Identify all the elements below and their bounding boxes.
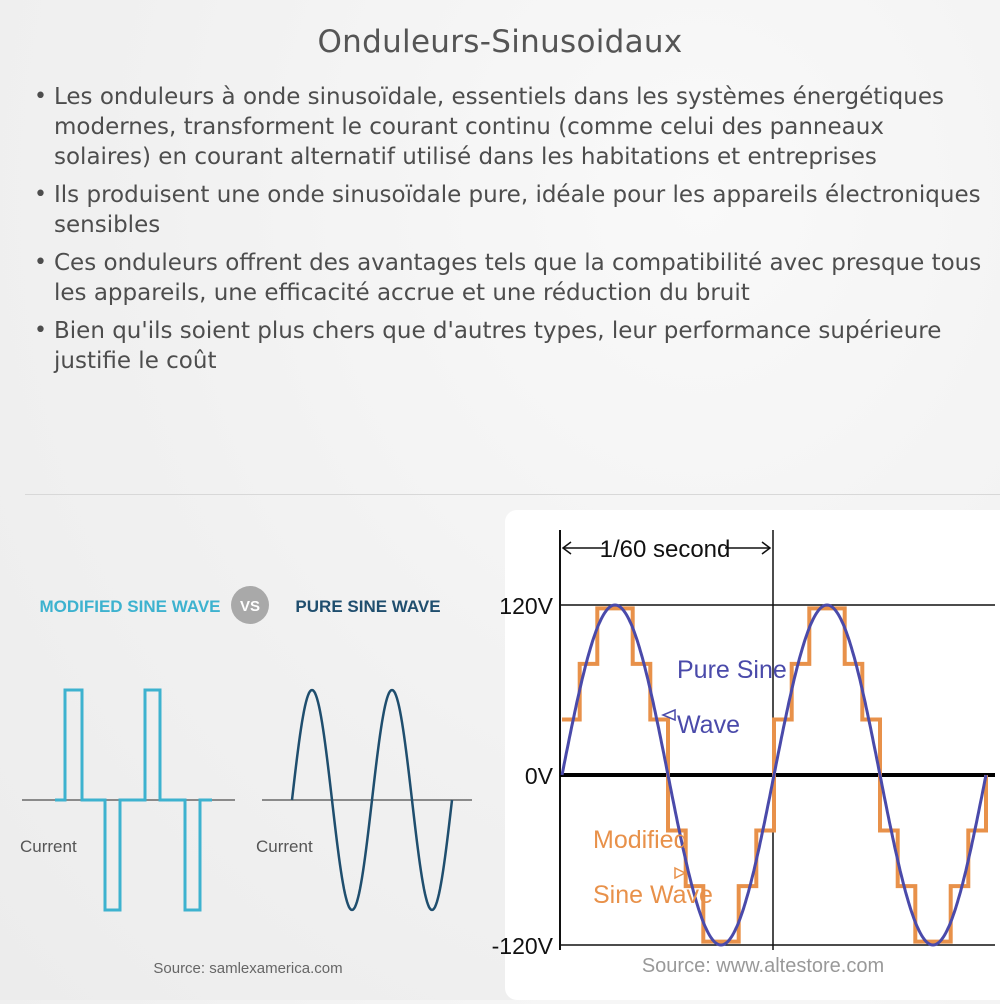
- modified-sine-label-1: Modified: [593, 826, 688, 854]
- modified-vs-pure-svg: [0, 510, 490, 1000]
- bullet-item: • Ils produisent une onde sinusoïdale pure, idéale pour les appareils électroniques sensibles: [34, 180, 984, 240]
- source-label-right: Source: www.altestore.com: [641, 955, 885, 977]
- pure-sine-label-2: Wave: [677, 711, 740, 739]
- y-label-120v: 120V: [499, 593, 553, 619]
- bullet-item: • Ces onduleurs offrent des avantages tels que la compatibilité avec presque tous les appareils, une efficacité accrue et une réduction du bruit: [34, 248, 984, 308]
- pure-sine-label-1: Pure Sine: [677, 656, 787, 684]
- page-title: Onduleurs-Sinusoidaux: [317, 24, 683, 60]
- bullet-list: [34, 82, 984, 384]
- pure-sine-wave-label: PURE SINE WAVE: [295, 597, 441, 616]
- voltage-waveform-diagram: [491, 510, 1000, 1000]
- modified-sine-pointer-icon: [675, 868, 685, 878]
- bullet-item: • Bien qu'ils soient plus chers que d'autres types, leur performance supérieure justifie le coût: [34, 316, 984, 376]
- section-divider: [25, 494, 1000, 495]
- voltage-waveform-svg: [491, 510, 1000, 1000]
- period-label: 1/60 second: [599, 536, 731, 563]
- source-label-left: Source: samlexamerica.com: [153, 960, 343, 977]
- current-label-right: Current: [256, 837, 313, 856]
- modified-sine-label-2: Sine Wave: [593, 881, 713, 909]
- vs-label: VS: [239, 598, 261, 615]
- y-label-0v: 0V: [524, 763, 553, 789]
- modified-vs-pure-diagram: [0, 510, 490, 1000]
- bullet-item: • Les onduleurs à onde sinusoïdale, essentiels dans les systèmes énergétiques modernes, transforment le courant continu (comme celui des panneaux solaires) en courant alternatif utilisé dans les habitations et entreprises: [34, 82, 984, 172]
- y-label-minus-120v: -120V: [491, 933, 553, 959]
- modified-sine-wave-label: MODIFIED SINE WAVE: [39, 597, 221, 616]
- current-label-left: Current: [20, 837, 77, 856]
